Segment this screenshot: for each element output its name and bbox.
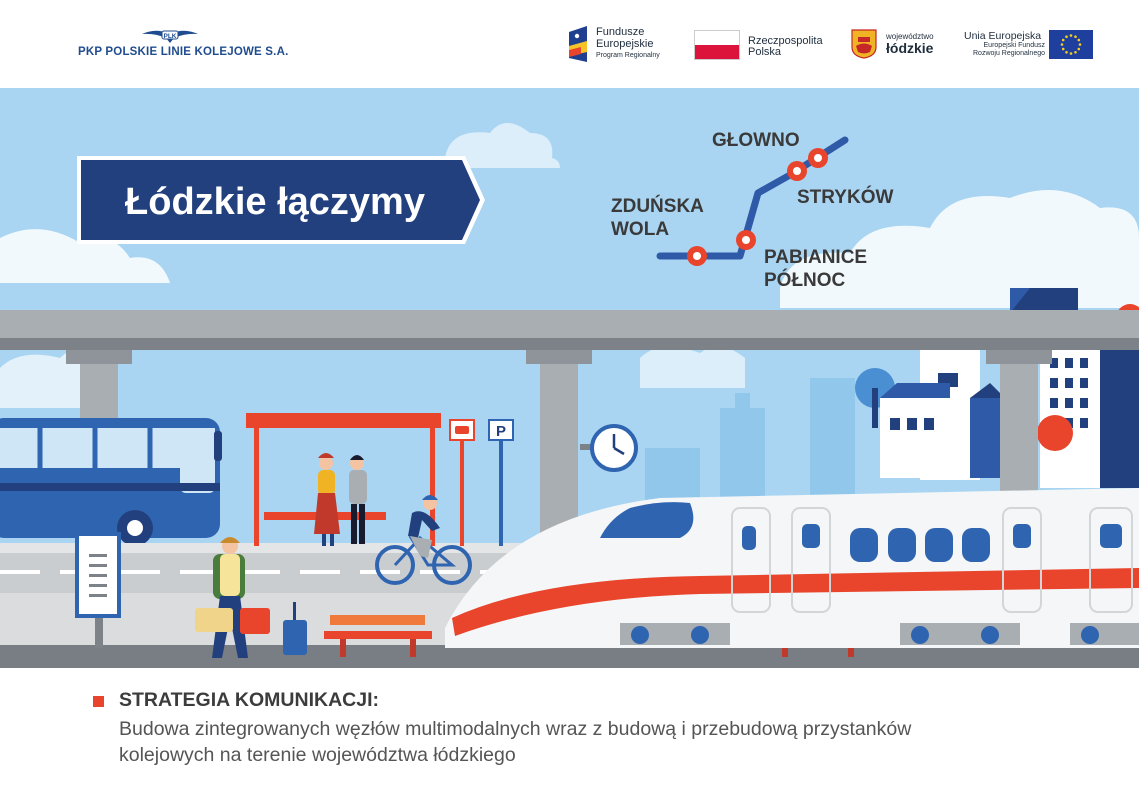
lodzkie-logo	[851, 27, 951, 61]
eu-star-icon	[1070, 52, 1073, 55]
lodzkie-sign	[77, 156, 485, 244]
bus	[0, 418, 222, 546]
pkp-badge-text: PLK	[163, 32, 177, 40]
pl-line2: Polska	[748, 46, 782, 58]
station-label-glowno: GŁOWNO	[712, 130, 800, 151]
platform-edge	[0, 645, 1139, 668]
polish-flag-icon	[694, 30, 740, 60]
station-label-zdunska: ZDUŃSKA	[611, 196, 704, 217]
eu-star-icon	[1065, 35, 1068, 38]
fe-line3: Program Regionalny	[596, 52, 660, 59]
lodzkie-crest-icon	[851, 29, 877, 59]
eu-star-icon	[1070, 34, 1073, 37]
sign-title: Łódzkie łączymy	[125, 181, 425, 223]
map-station-marker	[787, 161, 807, 181]
eu-star-icon	[1077, 48, 1080, 51]
eu-star-icon	[1065, 51, 1068, 54]
strategy-description-line1: Budowa zintegrowanych węzłów multimodalnych wraz z budową i przebudową przystanków	[119, 718, 912, 740]
eu-star-icon	[1074, 35, 1077, 38]
strategy-description-line2: kolejowych na terenie województwa łódzkiego	[119, 744, 516, 766]
pkp-logo	[78, 26, 289, 66]
strategy-title: STRATEGIA KOMUNIKACJI:	[119, 689, 379, 711]
illustration-scene	[0, 88, 1139, 668]
lodz-line1: województwo	[886, 32, 934, 41]
fe-line2: Europejskie	[596, 38, 654, 50]
unia-europejska-logo	[955, 27, 1100, 61]
pl-line1: Rzeczpospolita	[748, 35, 823, 47]
map-station-marker	[808, 148, 828, 168]
fe-flag-icon	[567, 24, 591, 64]
station-label-polnoc: PÓŁNOC	[764, 270, 846, 291]
pkp-company-name: PKP POLSKIE LINIE KOLEJOWE S.A.	[78, 46, 289, 58]
ue-line2: Europejski Fundusz	[983, 42, 1045, 49]
parking-sign-label: P	[495, 423, 507, 440]
pkp-wing-icon	[140, 28, 200, 44]
station-label-strykow: STRYKÓW	[797, 187, 894, 208]
map-station-marker	[687, 246, 707, 266]
map-station-marker	[736, 230, 756, 250]
eu-star-icon	[1077, 39, 1080, 42]
eu-star-icon	[1062, 48, 1065, 51]
eu-star-icon	[1079, 43, 1082, 46]
station-label-wola: WOLA	[611, 219, 670, 240]
eu-star-icon	[1061, 43, 1064, 46]
eu-star-icon	[1074, 51, 1077, 54]
eu-star-icon	[1062, 39, 1065, 42]
footer-bullet	[93, 696, 104, 707]
ue-line3: Rozwoju Regionalnego	[973, 50, 1045, 57]
fundusze-europejskie-logo	[567, 24, 677, 64]
station-label-pabianice: PABIANICE	[764, 247, 868, 268]
rzeczpospolita-logo	[694, 30, 834, 60]
ue-line1: Unia Europejska	[964, 30, 1042, 42]
lodz-line2: łódzkie	[886, 40, 934, 56]
eu-flag-icon	[1049, 30, 1093, 59]
fe-line1: Fundusze	[596, 26, 645, 38]
header	[0, 0, 1139, 88]
